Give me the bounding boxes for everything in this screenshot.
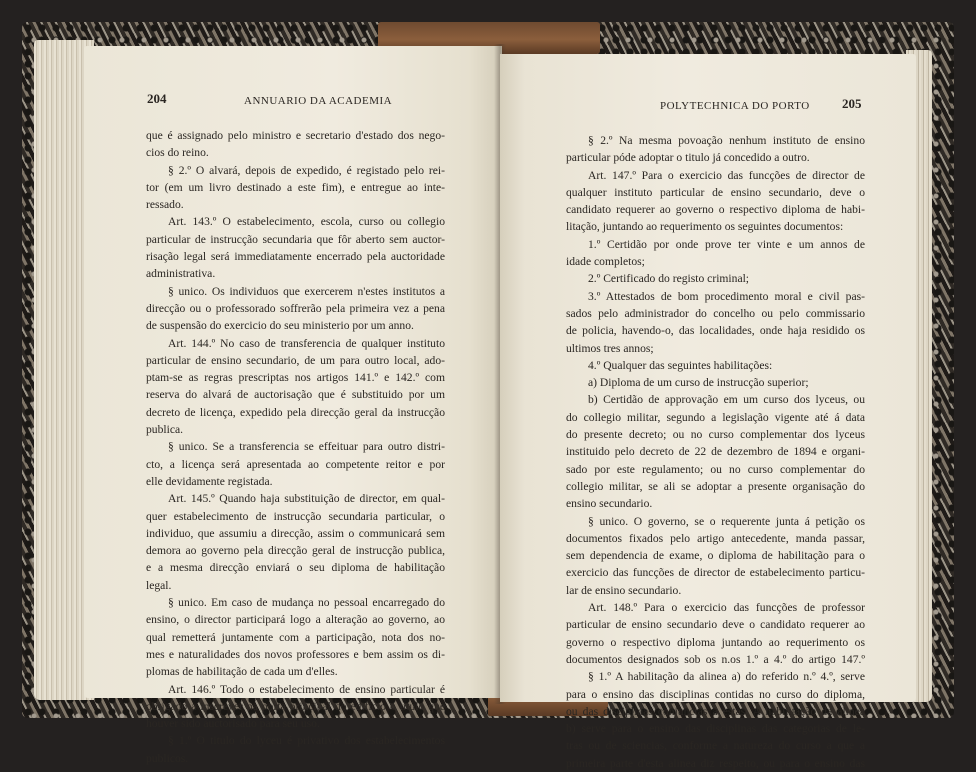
text-line: qualquer instituto particular de ensino secundario, deve o (566, 185, 865, 199)
text-line: § unico. Em caso de mudança no pessoal encarregado do (168, 596, 445, 610)
text-line: 3.º Attestados de bom procedimento moral e civil pas- (588, 289, 865, 303)
text-line: para o ensino das disciplinas contidas no curso do diploma, (566, 687, 865, 701)
text-line: cto, a licença será apresentada ao competente reitor e por (146, 457, 445, 471)
right-page (500, 54, 916, 770)
right-page-body (566, 132, 865, 772)
text-line: publicos. (146, 751, 189, 765)
text-line: ensino, o director participará logo a alteração ao governo, ao (146, 613, 445, 627)
text-line: sado por este regulamento; ou no curso complementar do (566, 462, 865, 476)
text-line: elle devidamente registada. (146, 474, 273, 488)
text-line: exercicio das funcções de director de estabelecimento particu- (566, 566, 865, 580)
left-page-body (146, 127, 445, 767)
page-number-left: 204 (147, 91, 167, 106)
text-line: lar de ensino secundario. (566, 583, 682, 597)
text-line: § 1.º O titulo do lyceu é privativo dos estabelecimentos (168, 734, 445, 748)
text-line: direcção ou o professorado soffrerão pela primeira vez a pena (146, 301, 445, 315)
text-line: b) serve para o ensino das disciplinas das categorias de le- (566, 722, 865, 736)
text-line: cios do reino. (146, 146, 209, 160)
text-line: ressado. (146, 198, 184, 212)
text-line: de policia, havendo-o, das localidades, onde haja residido os (566, 324, 865, 338)
text-line: plomas de habilitação de cada um d'elles. (146, 665, 338, 679)
text-line: particular póde adoptar o titulo já concedido a outro. (566, 151, 810, 165)
text-line: sem dependencia de exame, o diploma de habilitação para o (566, 549, 865, 563)
left-page (84, 46, 502, 765)
text-line: 1.º Certidão por onde prove ter vinte e um annos de (588, 237, 865, 251)
text-line: publica. (146, 423, 184, 437)
text-line: houver sido auctorisado para seu uso. (146, 717, 320, 731)
text-line: § 2.º O alvará, depois de expedido, é registado pelo rei- (168, 163, 445, 177)
text-line: Art. 145.º Quando haja substituição de director, em qual- (168, 492, 445, 506)
text-line: Art. 148.º Para o exercicio das funcções de professor (588, 601, 865, 615)
text-line: administrativa. (146, 267, 216, 281)
text-line: qual remetterá juntamente com a participação, nota dos no- (146, 630, 445, 644)
text-line: sados pelo administrador do concelho ou pelo commissario (566, 306, 865, 320)
text-line: mes e naturalidades dos novos professores e bem assim os di- (146, 647, 445, 661)
text-line: Art. 146.º Todo o estabelecimento de ensino particular é (168, 682, 445, 696)
text-line: governo o respectivo diploma juntando ao requerimento os (566, 635, 865, 649)
text-line: tras ou de sciencias, conforme a natureza do curso a que a (566, 739, 865, 753)
text-line: § unico. Os individuos que exercerem n'estes institutos a (168, 284, 445, 298)
text-line: § unico. Se a transferencia se effeituar para outro distri- (168, 440, 445, 454)
text-line: litação, juntando ao requerimento os seguintes documentos: (566, 220, 844, 234)
text-line: primeira parte d'esta alinea diz respeito, ou para o ensino das (566, 756, 865, 770)
text-line: reserva do alvará de auctorisação que é substituido por um (146, 388, 445, 402)
text-line: idade completos; (566, 255, 645, 269)
text-line: instituido pelo decreto de 22 de dezembro de 1894 e organi- (566, 445, 865, 459)
text-line: quer estabelecimento de instrucção secundaria particular, o (146, 509, 445, 523)
text-line: do collegio militar, segundo a legislação vigente até á data (566, 410, 865, 424)
text-line: ultimos tres annos; (566, 341, 654, 355)
text-line: ensino secundario. (566, 497, 653, 511)
text-line: § 2.º Na mesma povoação nenhum instituto de ensino (588, 134, 865, 147)
text-line: a) Diploma de um curso de instrucção superior; (588, 376, 809, 390)
text-line: individuo, que assumiu a direcção, assim o communicará sem (146, 526, 445, 540)
text-line: Art. 147.º Para o exercicio das funcções de director de (588, 168, 865, 182)
text-line: documentos designados sob os n.os 1.º a 4.º do artigo 147.º (566, 652, 865, 666)
text-line: tor (em um livro destinado a este fim), e entregue ao inte- (146, 180, 445, 194)
text-line: e a mesma direcção enviará o seu diploma de habilitação (146, 561, 445, 575)
running-header-right: POLYTECHNICA DO PORTO (660, 100, 810, 112)
text-line: de suspensão do exercicio do seu ministerio por um anno. (146, 319, 414, 333)
text-line: risação legal será immediatamente encerrado pela auctoridade (146, 250, 445, 264)
text-line: ptam-se as regras prescriptas nos artigos 141.º e 142.º com (146, 371, 445, 385)
text-line: § unico. O governo, se o requerente junta á petição os (588, 514, 865, 528)
text-line: 4.º Qualquer das seguintes habilitações: (588, 358, 773, 372)
text-line: collegio militar, se ali se adoptar a presente organisação do (566, 479, 865, 493)
text-line: documentos fixados pelo artigo antecedente, manda passar, (566, 531, 865, 545)
text-line: § 1.º A habilitação da alinea a) do referido n.º 4.º, serve (588, 670, 865, 684)
text-line: do presente decreto; ou no curso complementar dos lyceus (566, 428, 865, 442)
text-line: Art. 144.º No caso de transferencia de qualquer instituto (168, 336, 445, 350)
text-line: obrigado a inscrever na porta principal do edificio o titulo que (146, 699, 445, 713)
running-header-left: ANNUARIO DA ACADEMIA (244, 95, 393, 107)
text-line: ou das disciplinas conjunctas a estas. A habilitação da alinea (566, 704, 865, 718)
text-line: Art. 143.º O estabelecimento, escola, curso ou collegio (168, 215, 445, 229)
text-line: demora ao governo pela direcção geral de instrucção publica, (146, 544, 445, 558)
text-line: decreto de licença, expedido pela direcção geral da instrucção (146, 405, 445, 419)
page-number-right: 205 (842, 96, 862, 111)
text-line: particular de ensino secundario, de um para outro local, ado- (146, 353, 445, 367)
text-line: candidato requerer ao governo o respectivo diploma de habi- (566, 203, 865, 217)
text-line: b) Certidão de approvação em um curso dos lyceus, ou (588, 393, 865, 407)
text-line: particular de instrucção secundaria que fôr aberto sem auctor- (146, 232, 445, 246)
text-line: que é assignado pelo ministro e secretario d'estado dos nego- (146, 129, 445, 142)
text-line: 2.º Certificado do registo criminal; (588, 272, 750, 286)
text-line: particular de ensino secundario deve o candidato requerer ao (566, 618, 865, 632)
text-line: legal. (146, 578, 172, 592)
